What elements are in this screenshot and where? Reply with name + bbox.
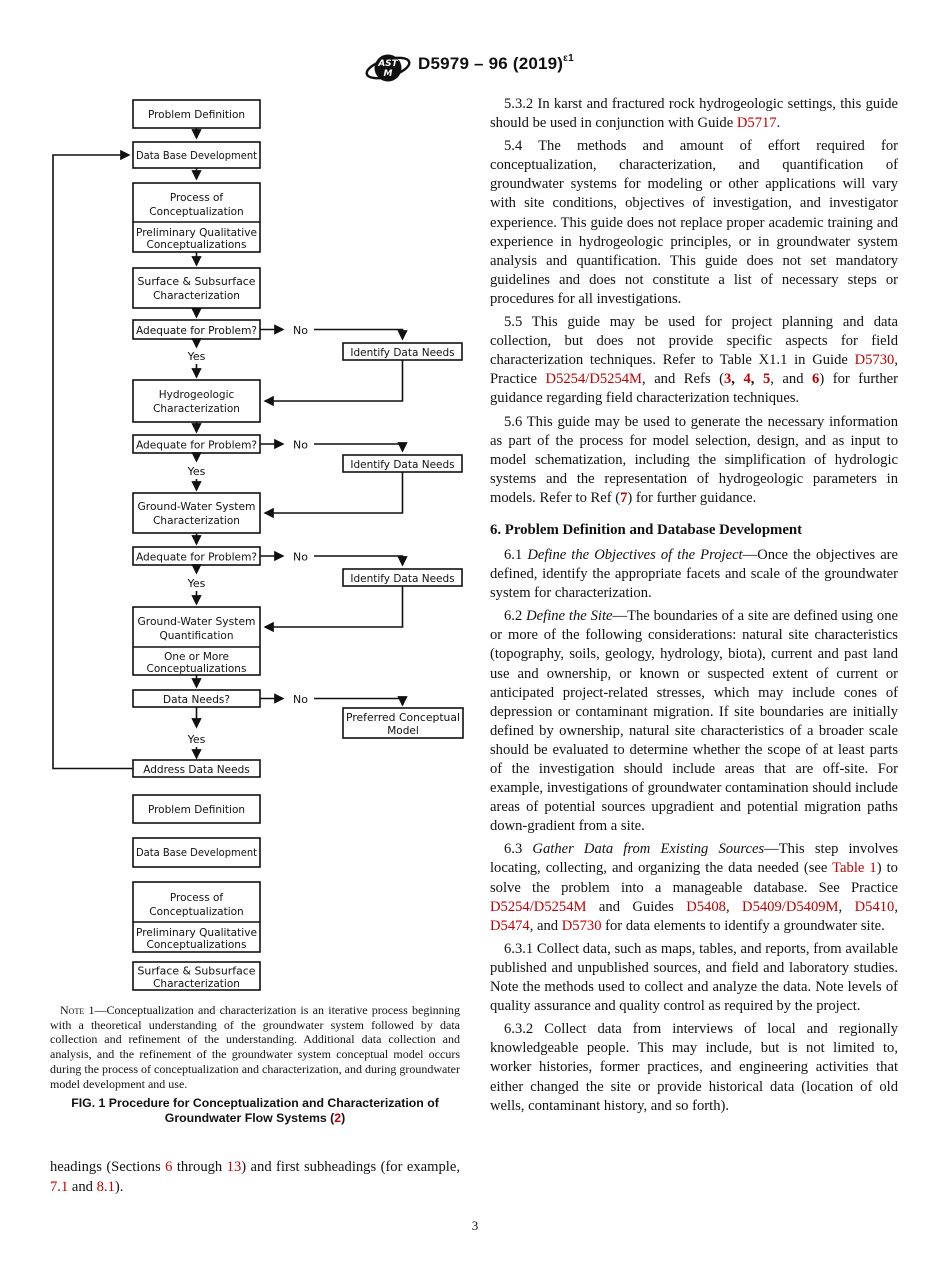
box-label: Characterization — [153, 290, 240, 302]
text: , and — [770, 371, 813, 388]
feedback-connector — [53, 155, 133, 769]
practice-link-d5254[interactable]: D5254/D5254M — [490, 898, 587, 915]
text: for data elements to identify a groundwater site. — [601, 917, 885, 934]
box-label: Address Data Needs — [143, 764, 250, 776]
section-link-8-1[interactable]: 8.1 — [96, 1178, 115, 1195]
left-column — [50, 98, 460, 1201]
return-connector — [265, 586, 403, 627]
text: —Once the objectives are defined, identify the appropriate facets and scale of the groundwater system for characterization. — [490, 546, 899, 602]
ref-link-5[interactable]: 5 — [762, 371, 771, 388]
text: ) to solve the problem into a manageable database. See Practice — [490, 860, 898, 896]
box-label: Adequate for Problem? — [136, 439, 257, 452]
yes-label: Yes — [187, 577, 206, 590]
text: through — [172, 1159, 227, 1176]
text: ) for further guidance regarding field characterization techniques. — [490, 371, 898, 407]
text: 5.4 The methods and amount of effort required for conceptualization, characterization, and quantification of groundwater systems for modeling or other applications will vary with site conditions, objectives of investigation, and investigator experience. This guide does not replace proper academic training and experience in hydrogeologic principles, or in groundwater system analysis and quantification. This guide does not set mandatory guidelines and does not constitute a list of necessary steps or procedures for all investigations. — [490, 138, 898, 307]
text: 5.5 This guide may be used for project planning and data collection, but does not provide specific aspects for field characterization techniques. Refer to Table X1.1 in Guide — [490, 314, 898, 369]
no-connector — [314, 444, 403, 451]
figure-1-flowchart — [50, 98, 464, 995]
designation-text: D5979 – 96 (2019) — [418, 54, 564, 73]
text: and — [68, 1178, 97, 1195]
text: Gather Data from Existing Sources — [532, 841, 765, 858]
text: , — [894, 898, 899, 915]
text: 6.3 — [504, 841, 533, 858]
guide-link-d5474[interactable]: D5474 — [490, 917, 530, 934]
box-gw-characterization — [133, 493, 260, 533]
text: ) and first subheadings (for example, — [241, 1159, 460, 1176]
box-label: One or More — [164, 651, 229, 663]
box-label: Ground-Water System — [137, 616, 256, 628]
text: 6.1 — [504, 546, 528, 563]
text: , — [838, 898, 855, 915]
text: 5.6 This guide may be used to generate the necessary information as part of the process for model selection, design, and as input to model schematization, including the simplification of hydrologic systems and the representation of hydrogeologic parameters in models. Refer to Ref ( — [490, 413, 898, 506]
figure-caption — [50, 1096, 460, 1125]
box-label: Process of — [169, 192, 224, 204]
no-label: No — [293, 693, 308, 706]
box-label: Problem Definition — [147, 804, 246, 816]
no-connector — [314, 330, 403, 340]
no-label: No — [293, 550, 308, 564]
box-label: Preferred Conceptual — [346, 712, 460, 724]
section-link-6[interactable]: 6 — [165, 1159, 173, 1176]
section-link-13[interactable]: 13 — [226, 1159, 242, 1176]
box-label: Conceptualizations — [146, 939, 247, 951]
guide-link-d5410[interactable]: D5410 — [854, 898, 895, 915]
box-label: Identify Data Needs — [350, 573, 455, 585]
paragraph-6-3-2 — [490, 1020, 898, 1115]
guide-link-d5409[interactable]: D5409/D5409M — [742, 898, 839, 915]
paragraph-5-3-2 — [490, 95, 898, 133]
caption-text: FIG. 1 Procedure for Conceptualization and Characterization of Groundwater Flow Systems ( — [71, 1096, 439, 1125]
yes-label: Yes — [187, 733, 206, 746]
box-label: Model — [387, 725, 419, 737]
box-hydrogeologic — [133, 380, 260, 422]
text: , — [725, 898, 743, 915]
page-number: 3 — [471, 1218, 479, 1233]
box-label: Identify Data Needs — [350, 347, 455, 359]
box-label: Problem Definition — [147, 109, 246, 121]
practice-link-d5254[interactable]: D5254/D5254M — [545, 371, 643, 388]
box-label: Adequate for Problem? — [136, 551, 257, 564]
text: , and Refs ( — [642, 371, 724, 388]
box-label: Surface & Subsurface — [137, 965, 256, 978]
guide-link-d5408[interactable]: D5408 — [686, 898, 726, 915]
table-1-link[interactable]: Table 1 — [832, 860, 877, 877]
text: , — [750, 371, 763, 388]
ref-link-6[interactable]: 6 — [812, 371, 820, 388]
text: and Guides — [586, 898, 687, 915]
box-label: Process of — [169, 892, 224, 904]
designation-superscript: ε1 — [563, 53, 574, 65]
paragraph-6-3-1 — [490, 940, 898, 1016]
text: 6.2 — [504, 608, 527, 625]
paragraph-6-3 — [490, 840, 898, 935]
box-label: Adequate for Problem? — [136, 325, 257, 337]
paragraph-5-5 — [490, 313, 898, 408]
astm-logo — [364, 50, 412, 86]
box-label: Ground-Water System — [137, 501, 256, 513]
page-header — [0, 48, 950, 88]
box-label: Characterization — [153, 515, 240, 527]
box-label: Conceptualizations — [146, 239, 247, 251]
ref-link-7[interactable]: 7 — [620, 489, 628, 506]
no-label: No — [293, 438, 308, 452]
paragraph-6-1 — [490, 546, 898, 603]
box-label: Conceptualization — [149, 206, 244, 218]
box-label: Characterization — [153, 978, 240, 990]
paragraph-headings — [50, 1158, 460, 1196]
text: —The boundaries of a site are defined using one or more of the following considerations: natural site characteristics (topography, soils, geology, hydrology, biota), current and past land use and ownership, or known or suspected extent of current or anticipated project-related stresses, which may include cones of depression or contaminant migration. If site boundaries are initially defined by ownership, natural site characteristics of a broader scale should be evaluated to determine whether the scope of at least parts of the investigation should include areas that are off-site. For example, investigations of groundwater contamination should include areas of potential sources upgradient and potential migration paths down-gradient from a site. — [490, 608, 898, 835]
text: 6.3.2 Collect data from interviews of local and regionally knowledgeable people. This may include, but is not limited to, worker histories, former practices, and engineering activities that either changed the site or provide historical data (location of old wells, contaminant history, and so forth). — [490, 1021, 898, 1114]
box-label: Characterization — [153, 403, 240, 415]
note-label: Note 1— — [60, 1003, 107, 1017]
text: . — [776, 115, 781, 132]
document-designation — [418, 54, 574, 74]
paragraph-5-4 — [490, 137, 898, 309]
caption-text: ) — [341, 1110, 346, 1125]
svg-text:M: M — [383, 69, 393, 79]
paragraph-6-2 — [490, 607, 898, 836]
svg-text:AST: AST — [378, 59, 398, 69]
box-label: Hydrogeologic — [158, 389, 235, 401]
ref-link-3[interactable]: 3 — [723, 371, 732, 388]
box-label: Data Needs? — [163, 694, 230, 706]
right-column — [490, 95, 898, 1120]
paragraph-5-6 — [490, 413, 898, 508]
box-label: Data Base Development — [136, 150, 257, 162]
no-connector — [314, 556, 403, 565]
text: , Practice — [490, 352, 898, 388]
box-label: Data Base Development — [136, 847, 257, 859]
return-connector — [265, 472, 403, 513]
guide-link-d5730[interactable]: D5730 — [561, 917, 602, 934]
box-label: Identify Data Needs — [350, 459, 455, 471]
no-label: No — [293, 324, 308, 337]
text: Define the Objectives of the Project — [527, 546, 743, 563]
figure-note — [50, 1003, 460, 1091]
text: 6.3.1 Collect data, such as maps, tables, and reports, from available published and unpublished sources, and field and laboratory studies. Note the methods used to collect and analyze the data. Note levels of quality assurance and quality control as required by the project. — [490, 940, 898, 1015]
text: , and — [529, 917, 562, 934]
text: headings (Sections — [50, 1159, 166, 1176]
return-connector — [265, 360, 403, 401]
yes-label: Yes — [187, 350, 206, 363]
text: 5.3.2 In karst and fractured rock hydrogeologic settings, this guide should be used in conjunction with Guide — [490, 96, 898, 132]
box-label: Surface & Subsurface — [137, 276, 256, 288]
box-surface-subsurface — [133, 268, 260, 308]
box-label: Conceptualizations — [146, 663, 247, 675]
no-connector — [314, 699, 403, 706]
guide-link-d5717[interactable]: D5717 — [736, 115, 777, 132]
ref-link-4[interactable]: 4 — [743, 371, 751, 388]
text: Define the Site — [526, 608, 613, 625]
text: ). — [114, 1178, 124, 1195]
text: , — [731, 371, 744, 388]
guide-link-d5730[interactable]: D5730 — [854, 352, 895, 369]
box-label: Quantification — [159, 630, 234, 642]
box-label: Conceptualization — [149, 906, 244, 918]
box-label: Preliminary Qualitative — [136, 927, 257, 939]
section-heading-6: 6. Problem Definition and Database Development — [490, 521, 803, 538]
section-link-7-1[interactable]: 7.1 — [50, 1178, 69, 1195]
caption-ref-2[interactable]: 2 — [334, 1110, 342, 1125]
text: —This step involves locating, collecting, and organizing the data needed (see — [490, 841, 898, 877]
text: ) for further guidance. — [627, 489, 757, 506]
box-label: Preliminary Qualitative — [136, 227, 257, 239]
yes-label: Yes — [187, 465, 206, 478]
note-text: Conceptualization and characterization is an iterative process beginning with a theoretical understanding of the groundwater system followed by data collection and refinement of the understanding. Additional data collection and analysis, and the refinement of the groundwater system conceptual model occurs during the process of conceptualization and characterization, and during groundwater model development and use. — [50, 1003, 461, 1091]
